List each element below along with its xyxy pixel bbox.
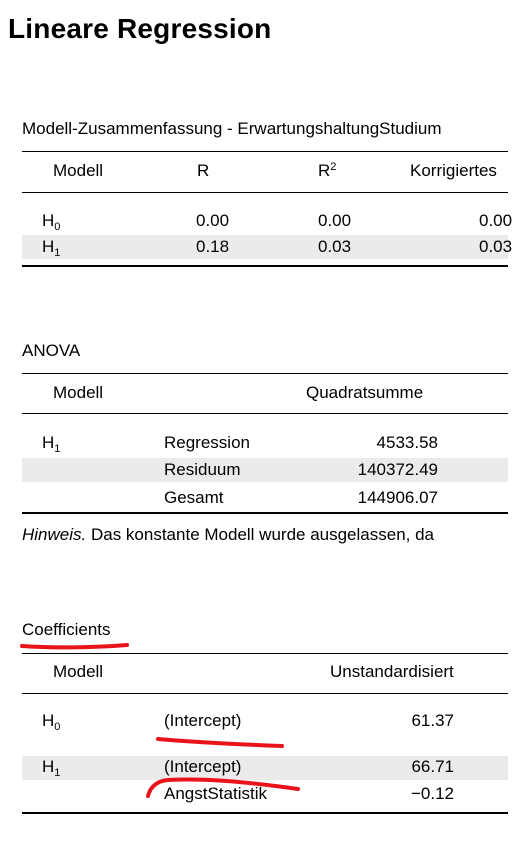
model-summary-caption: Modell-Zusammenfassung - ErwartungshaltungStudium <box>22 119 442 138</box>
term-cell: (Intercept) <box>164 757 242 776</box>
coefficients-caption: Coefficients <box>22 620 111 639</box>
coefficient-cell: 66.71 <box>411 757 454 776</box>
adjusted-cell: 0.03 <box>479 237 512 256</box>
r-cell: 0.00 <box>196 211 230 230</box>
page-title: Lineare Regression <box>8 13 272 44</box>
r2-cell: 0.00 <box>318 211 352 230</box>
r-cell: 0.18 <box>196 237 230 256</box>
term-cell: Gesamt <box>164 488 224 507</box>
anova-note: Hinweis. Das konstante Modell wurde ausgelassen, da <box>22 525 435 544</box>
column-header-sum-of-squares: Quadratsumme <box>306 383 424 402</box>
model-cell: $H_1$ <box>42 237 61 259</box>
column-header-unstandardized: Unstandardisiert <box>330 662 454 681</box>
model-cell: $H_1$ <box>42 433 61 455</box>
coefficient-cell: −0.12 <box>410 784 454 803</box>
sum-of-squares-cell: 144906.07 <box>357 488 438 507</box>
column-header-r2: $R^2$ <box>318 161 337 180</box>
column-header-model: Modell <box>53 161 104 180</box>
anova-caption: ANOVA <box>22 341 81 360</box>
coefficient-cell: 61.37 <box>411 711 454 730</box>
term-cell: Regression <box>164 433 250 452</box>
intercept-angst-underline-annotation <box>148 779 298 796</box>
sum-of-squares-cell: 4533.58 <box>376 433 438 452</box>
term-cell: (Intercept) <box>164 711 242 730</box>
model-cell: $H_0$ <box>42 211 61 233</box>
model-cell: $H_1$ <box>42 757 61 779</box>
caption-underline-annotation <box>22 645 127 647</box>
adjusted-cell: 0.00 <box>479 211 512 230</box>
column-header-adjusted: Korrigiertes <box>410 161 497 180</box>
column-header-model: Modell <box>53 662 104 681</box>
sum-of-squares-cell: 140372.49 <box>357 460 438 479</box>
column-header-model: Modell <box>53 383 104 402</box>
intercept-underline-annotation <box>158 739 282 746</box>
r2-cell: 0.03 <box>318 237 352 256</box>
model-cell: $H_0$ <box>42 711 61 733</box>
column-header-r: R <box>197 161 210 180</box>
term-cell: AngstStatistik <box>164 784 267 803</box>
term-cell: Residuum <box>164 460 241 479</box>
